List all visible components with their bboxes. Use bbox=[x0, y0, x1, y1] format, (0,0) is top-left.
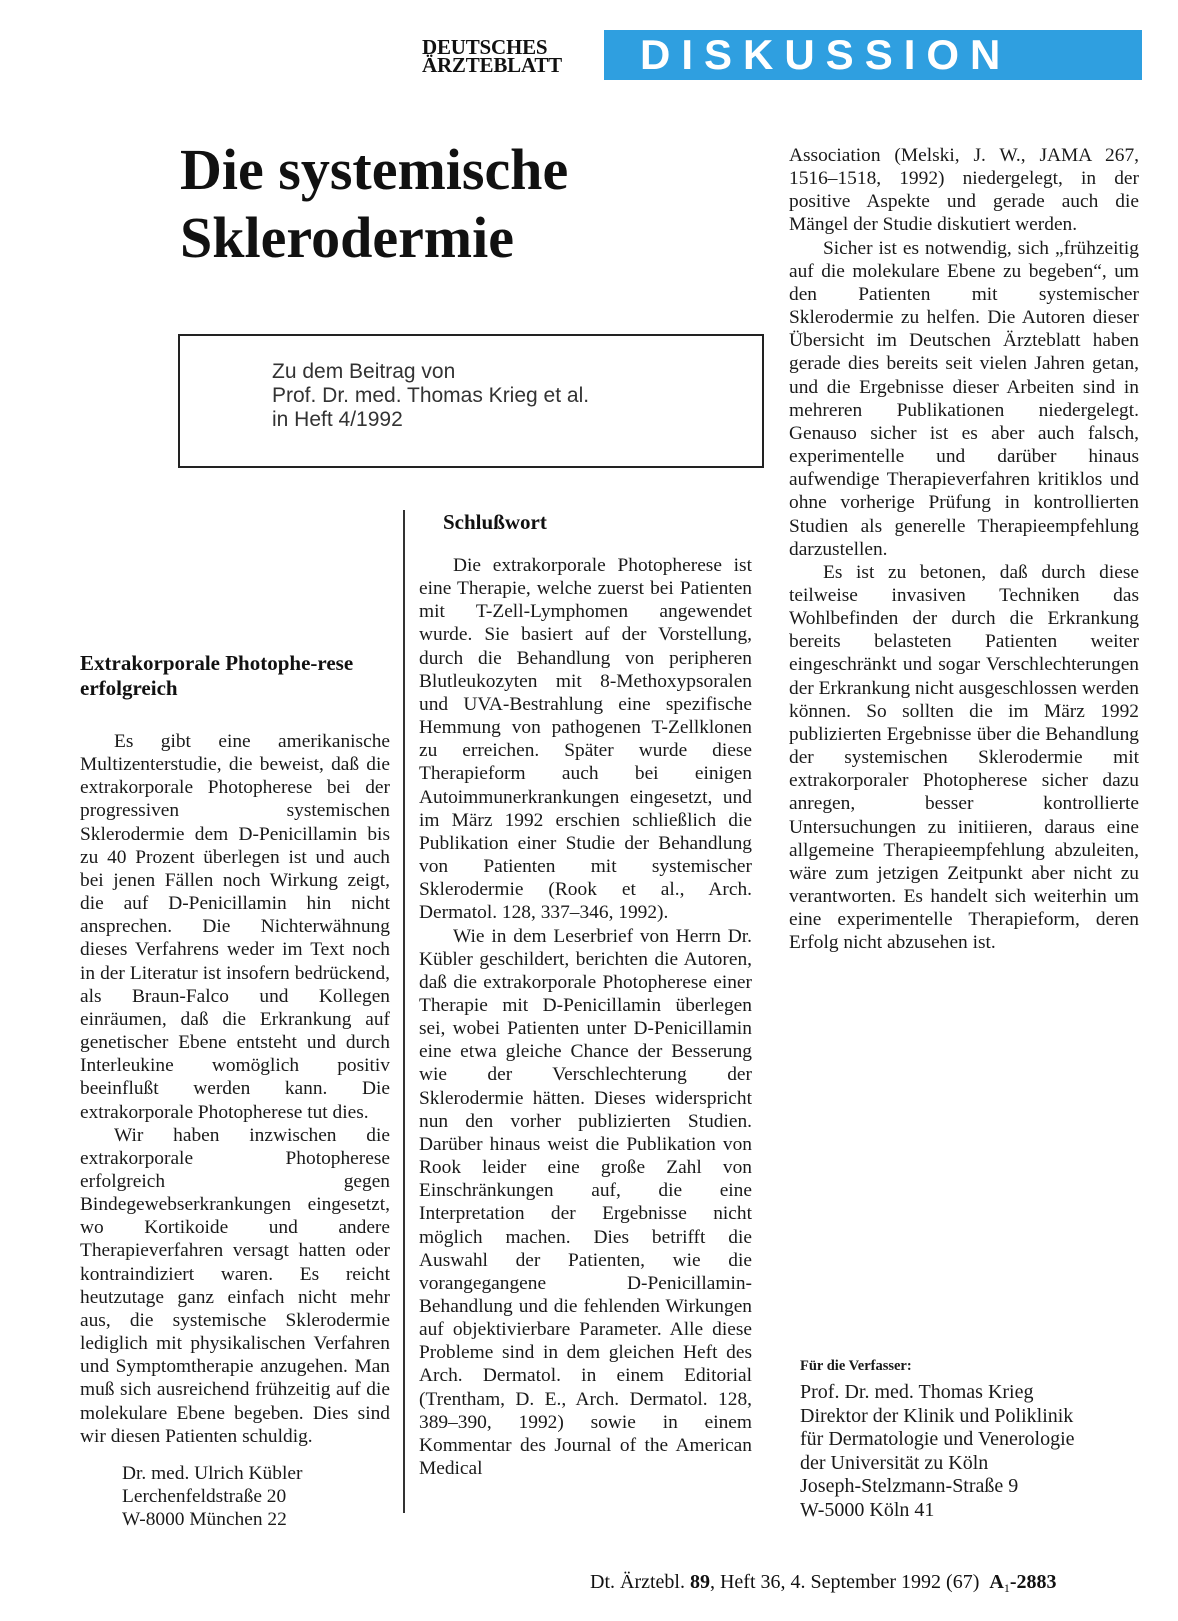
signature-street: Lerchenfeldstraße 20 bbox=[122, 1486, 287, 1507]
journal-name-line2: ÄRZTEBLATT bbox=[422, 53, 562, 77]
reference-line2: Prof. Dr. med. Thomas Krieg et al. bbox=[272, 384, 590, 407]
author-position: Direktor der Klinik und Poliklinik bbox=[800, 1404, 1074, 1427]
author-university: der Universität zu Köln bbox=[800, 1451, 989, 1474]
letter-heading: Extrakorporale Photophe-rese erfolgreich bbox=[80, 651, 354, 700]
reply-column bbox=[419, 510, 752, 1480]
footer-journal: Dt. Ärztebl. bbox=[590, 1571, 685, 1593]
signature-city: W-8000 München 22 bbox=[122, 1509, 287, 1531]
reply-paragraph: Sicher ist es notwendig, sich „frühzeitig auf die molekulare Ebene zu begeben“, um den Patienten mit systemischer Sklerodermie zu helfen. Die Autoren dieser Übersicht im Deutschen Ärzteblatt haben gerade dies bereits seit vielen Jahren getan, und die Ergebnisse dieser Arbeiten sind in mehreren Publikationen niedergelegt. Genauso sicher ist es aber auch falsch, experimentelle und darüber hinaus aufwendige Therapieverfahren kritiklos und ohne vorherige Prüfung in kontrollierten Studien als generelle Therapieempfehlung darzustellen. bbox=[789, 237, 1139, 560]
reply-paragraph: Die extrakorporale Photopherese ist eine Therapie, welche zuerst bei Patienten mit T-Zell-Lymphomen angewendet wurde. Sie basiert auf der Vorstellung, durch die Behandlung von peripheren Blutleukozyten mit 8-Methoxypsoralen und UVA-Bestrahlung eine spezifische Hemmung von pathogenen T-Zellklonen zu erreichen. Später wurde diese Therapieform auch bei einigen Autoimmunerkrankungen eingesetzt, und im März 1992 erschien schließlich die Publikation einer Studie der Behandlung von Patienten mit systemischer Sklerodermie (Rook et al., Arch. Dermatol. 128, 337–346, 1992). bbox=[419, 555, 752, 924]
author-department: für Dermatologie und Venerologie bbox=[800, 1428, 1075, 1450]
journal-name-line1: DEUTSCHES bbox=[422, 35, 548, 59]
reply-paragraph: Es ist zu betonen, daß durch diese teilweise invasiven Techniken das Wohlbefinden der durch die Erkrankung bereits belasteten Patienten weiter eingeschränkt und sogar Verschlechterungen der Erkrankung nicht ausgeschlossen werden können. So sollten die im März 1992 publizierten Ergebnisse über die Behandlung der systemischen Sklerodermie mit extrakorporaler Photopherese sicher dazu anregen, besser kontrollierte Untersuchungen zu initiieren, daraus eine allgemeine Therapieempfehlung abzuleiten, wäre zum jetzigen Zeitpunkt aber nicht zu verantworten. Es handelt sich weiterhin um eine experimentelle Therapieform, deren Erfolg nicht abzusehen ist. bbox=[789, 561, 1139, 954]
section-banner: DISKUSSION bbox=[604, 30, 1142, 80]
column-divider bbox=[403, 510, 405, 1513]
reply-column-continued bbox=[789, 144, 1139, 954]
reply-paragraph: Wie in dem Leserbrief von Herrn Dr. Kübler geschildert, berichten die Autoren, daß die extrakorporale Photopherese einer Therapie mit D-Penicillamin überlegen sei, wobei Patienten unter D-Penicillamin eine etwa gleiche Chance der Besserung wie der Verschlechterung der Sklerodermie hätten. Dieses widerspricht nun den vorher publizierten Studien. Darüber hinaus weist die Publikation von Rook leider eine große Zahl von Einschränkungen auf, die eine Interpretation der Ergebnisse nicht möglich machen. Dies betrifft die Auswahl der Patienten, wie die vorangegangene D-Penicillamin-Behandlung und die fehlenden Wirkungen auf objektivierbare Parameter. Alle diese Probleme sind in dem gleichen Heft des Arch. Dermatol. in einem Editorial (Trentham, D. E., Arch. Dermatol. 128, 389–390, 1992) sowie in einem Kommentar des Journal of the American Medical bbox=[419, 925, 752, 1480]
letter-paragraph: Es gibt eine amerikanische Multizenterstudie, die beweist, daß die extrakorporale Photopherese bei der progressiven systemischen Sklerodermie dem D-Penicillamin bis zu 40 Prozent überlegen ist und auch bei jenen Fällen noch Wirkung zeigt, die auf D-Penicillamin hin nicht ansprechen. Die Nichterwähnung dieses Verfahrens weder im Text noch in der Literatur ist insofern bedrückend, als Braun-Falco und Kollegen einräumen, daß die Erkrankung auf genetischer Ebene entsteht und durch Interleukine womöglich positiv beeinflußt werden kann. Die extrakorporale Photopherese tut dies. bbox=[80, 731, 390, 1123]
title-line2: Sklerodermie bbox=[180, 205, 514, 270]
footer-details: , Heft 36, 4. September 1992 (67) bbox=[709, 1571, 980, 1593]
title-line1: Die systemische bbox=[180, 137, 569, 202]
author-block bbox=[800, 1357, 1140, 1522]
letter-signature bbox=[80, 1462, 390, 1531]
reply-heading: Schlußwort bbox=[443, 510, 547, 534]
signature-name: Dr. med. Ulrich Kübler bbox=[122, 1462, 303, 1484]
page-footer bbox=[590, 1570, 1150, 1596]
reference-box bbox=[178, 334, 764, 468]
article-title bbox=[180, 136, 740, 272]
reply-paragraph: Association (Melski, J. W., JAMA 267, 1516–1518, 1992) niedergelegt, in der positive Aspekte und gerade auch die Mängel der Studie diskutiert werden. bbox=[789, 145, 1139, 236]
author-city: W-5000 Köln 41 bbox=[800, 1498, 935, 1521]
reference-line3: in Heft 4/1992 bbox=[272, 408, 403, 431]
letter-paragraph: Wir haben inzwischen die extrakorporale Photopherese erfolgreich gegen Bindegewebserkrankungen eingesetzt, wo Kortikoide und andere Therapieverfahren versagt hatten oder kontraindiziert waren. Es reicht heutzutage ganz einfach nicht mehr aus, die systemische Sklerodermie lediglich mit physikalischen Verfahren und Symptomtherapie anzugehen. Man muß sich ausreichend frühzeitig auf die molekulare Ebene begeben. Dies sind wir diesen Patienten schuldig. bbox=[80, 1124, 390, 1447]
footer-page-sub: 1 bbox=[1003, 1581, 1010, 1595]
footer-page-number: -2883 bbox=[1009, 1571, 1057, 1593]
footer-page-letter: A bbox=[989, 1571, 1004, 1593]
letter-column bbox=[80, 651, 390, 1531]
author-name: Prof. Dr. med. Thomas Krieg bbox=[800, 1381, 1034, 1403]
author-street: Joseph-Stelzmann-Straße 9 bbox=[800, 1475, 1019, 1497]
footer-volume: 89 bbox=[689, 1571, 710, 1593]
author-label: Für die Verfasser: bbox=[800, 1358, 912, 1374]
journal-masthead bbox=[422, 35, 592, 77]
reference-line1: Zu dem Beitrag von bbox=[272, 360, 456, 383]
